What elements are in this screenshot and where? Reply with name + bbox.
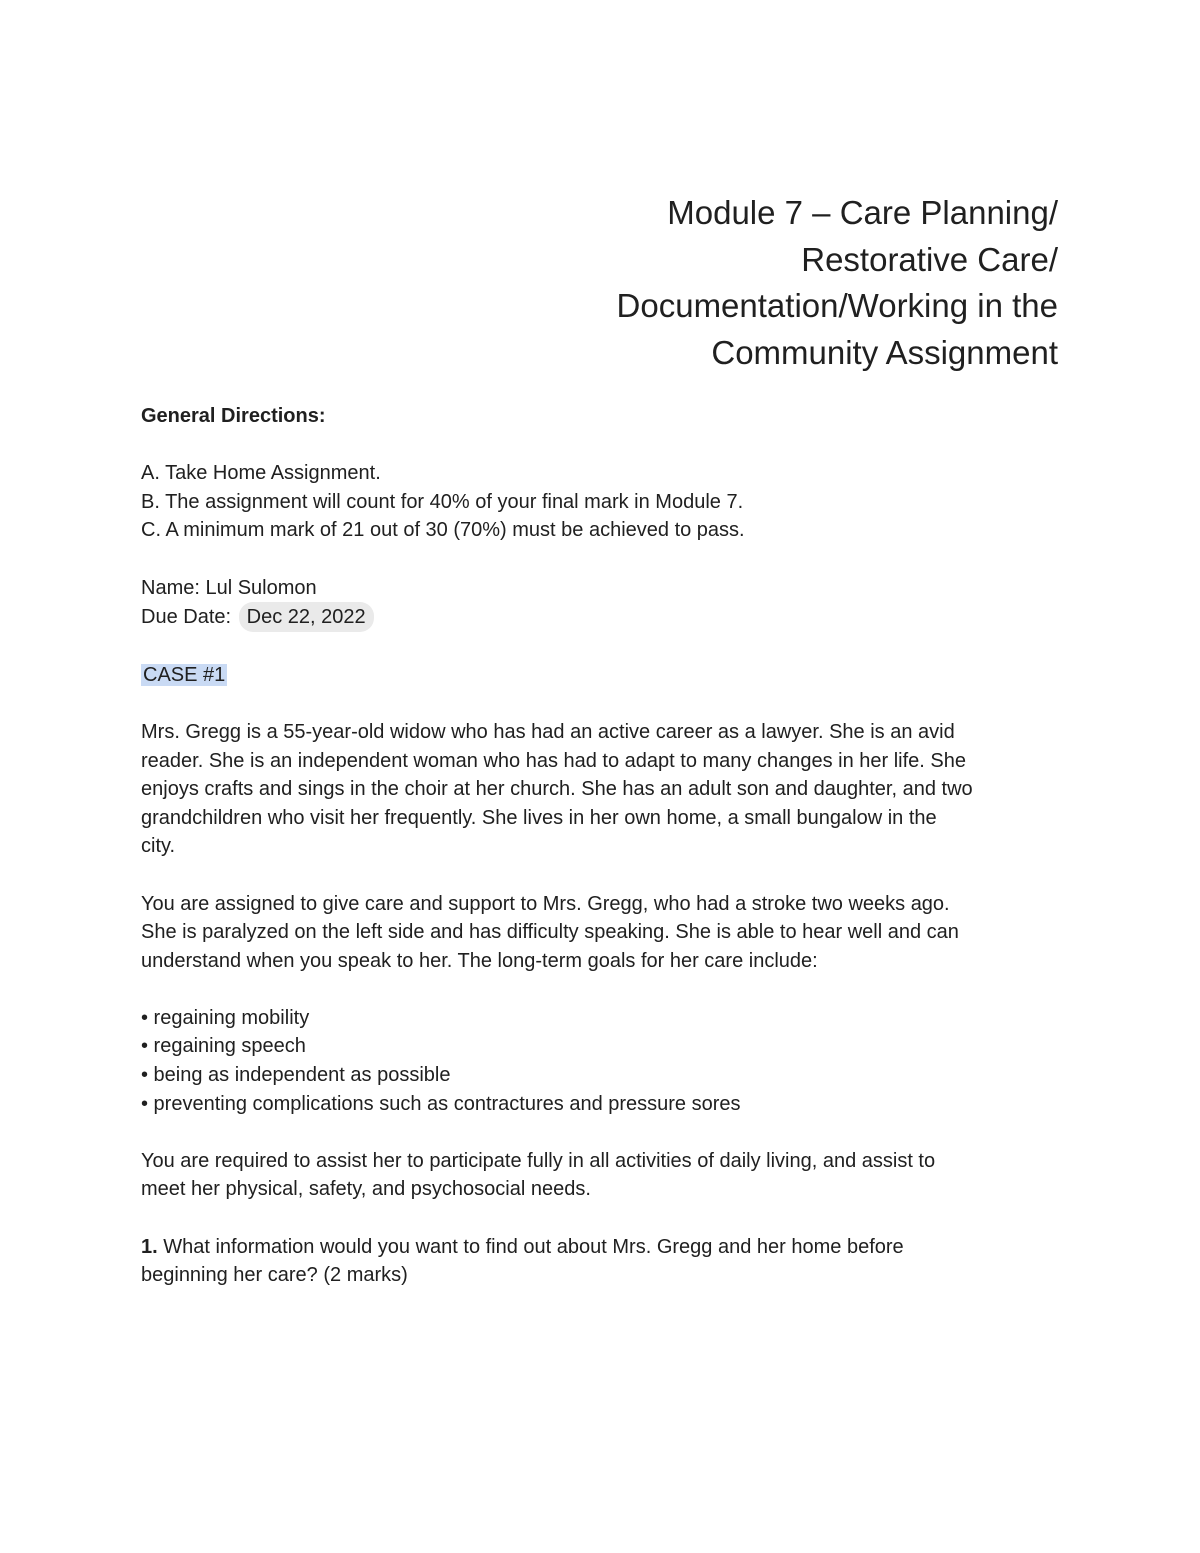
case-paragraph-3 [141, 1147, 1061, 1204]
question-1-line-1 [141, 1233, 1061, 1262]
case-p1-line: Mrs. Gregg is a 55-year-old widow who has had an active career as a lawyer. She is an avid [141, 720, 955, 743]
due-date-chip[interactable]: Dec 22, 2022 [239, 602, 374, 632]
case-label-line [141, 661, 1061, 690]
direction-item-b: B. The assignment will count for 40% of your final mark in Module 7. [141, 490, 744, 513]
case-paragraph-1 [141, 718, 1061, 861]
case-label: CASE #1 [143, 663, 226, 686]
care-goals-list [141, 1004, 1061, 1118]
care-goal-item: • being as independent as possible [141, 1064, 451, 1087]
question-1-line-2: beginning her care? (2 marks) [141, 1264, 408, 1287]
case-p3-line: meet her physical, safety, and psychosocial needs. [141, 1178, 591, 1201]
case-paragraph-2 [141, 890, 1061, 976]
case-p1-line: enjoys crafts and sings in the choir at her church. She has an adult son and daughter, and two [141, 778, 973, 801]
case-p2-line: You are assigned to give care and support to Mrs. Gregg, who had a stroke two weeks ago. [141, 892, 950, 915]
case-p1-line: reader. She is an independent woman who has had to adapt to many changes in her life. She [141, 749, 966, 772]
case-p1-line: city. [141, 835, 176, 858]
question-1 [141, 1233, 1061, 1290]
document-title [498, 190, 1058, 376]
case-p2-line: She is paralyzed on the left side and has difficulty speaking. She is able to hear well and can [141, 921, 959, 944]
case-p2-line: understand when you speak to her. The long-term goals for her care include: [141, 949, 818, 972]
title-line-4: Community Assignment [711, 333, 1058, 371]
document-body [141, 402, 1061, 1290]
directions-heading: General Directions: [141, 405, 326, 427]
care-goal-item: • preventing complications such as contractures and pressure sores [141, 1092, 741, 1115]
directions-list [141, 459, 1061, 545]
direction-item-a: A. Take Home Assignment. [141, 462, 381, 485]
due-date-line [141, 602, 1061, 632]
student-name: Name: Lul Sulomon [141, 576, 317, 599]
case-p3-line: You are required to assist her to participate fully in all activities of daily living, and assist to [141, 1149, 936, 1172]
title-line-2: Restorative Care/ [801, 240, 1058, 278]
care-goal-item: • regaining speech [141, 1035, 306, 1058]
due-date-label: Due Date: [141, 606, 232, 629]
title-line-1: Module 7 – Care Planning/ [667, 194, 1058, 231]
title-line-3: Documentation/Working in the [616, 287, 1058, 324]
care-goal-item: • regaining mobility [141, 1006, 310, 1029]
direction-item-c: C. A minimum mark of 21 out of 30 (70%) must be achieved to pass. [141, 519, 745, 542]
question-1-number: 1. [141, 1235, 158, 1258]
question-1-text: What information would you want to find out about Mrs. Gregg and her home before [157, 1235, 904, 1258]
case-p1-line: grandchildren who visit her frequently. She lives in her own home, a small bungalow in the [141, 806, 937, 829]
